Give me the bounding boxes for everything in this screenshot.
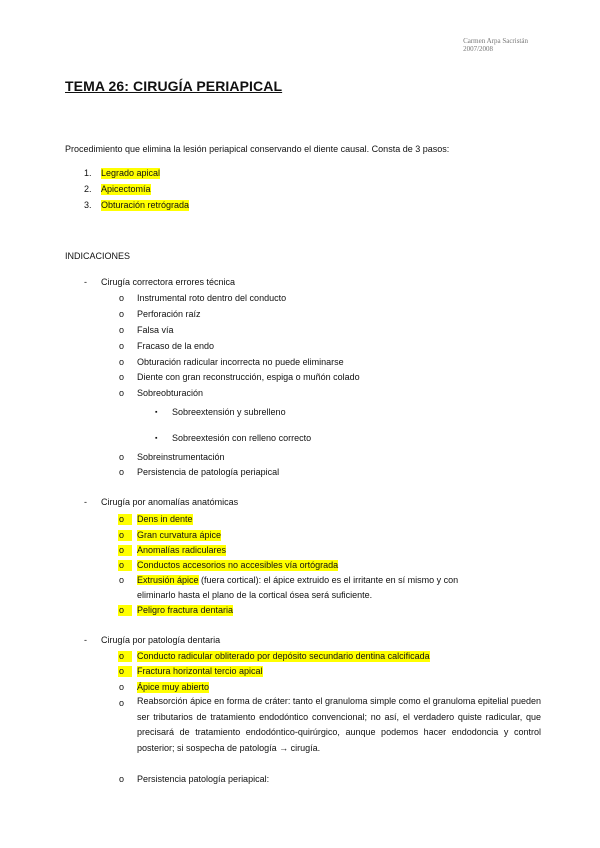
circle-bullet: o [119, 388, 125, 398]
section-heading: INDICACIONES [65, 251, 131, 261]
list-item: Anomalías radiculares [137, 545, 227, 555]
dash-bullet: - [84, 635, 87, 645]
circle-bullet: o [118, 605, 132, 616]
circle-bullet: o [119, 698, 125, 708]
section-label: Cirugía correctora errores técnica [101, 277, 236, 287]
circle-bullet: o [119, 309, 125, 319]
extrusion-continuation: eliminarlo hasta el plano de la cortical ósea será suficiente. [137, 590, 373, 600]
section-label: Cirugía por patología dentaria [101, 635, 221, 645]
circle-bullet: o [119, 357, 125, 367]
author-name: Carmen Arpa Sacristán [463, 37, 528, 45]
list-item: Gran curvatura ápice [137, 530, 222, 540]
circle-bullet: o [119, 467, 125, 477]
page-title: TEMA 26: CIRUGÍA PERIAPICAL [65, 78, 283, 94]
list-item: Persistencia de patología periapical [137, 467, 280, 477]
list-item: Sobreinstrumentación [137, 452, 225, 462]
highlighted-term: Extrusión ápice [137, 575, 199, 585]
list-item: Falsa vía [137, 325, 174, 335]
extrusion-text: (fuera cortical): el ápice extruido es el irritante en sí mismo y con [198, 575, 459, 585]
circle-bullet: o [119, 341, 125, 351]
list-item: Fractura horizontal tercio apical [137, 666, 263, 676]
list-item: Fracaso de la endo [137, 341, 215, 351]
circle-bullet: o [119, 452, 125, 462]
circle-bullet: o [119, 575, 125, 585]
list-item: Peligro fractura dentaria [137, 605, 234, 615]
circle-bullet: o [118, 545, 132, 556]
step-number: 2. [84, 184, 92, 194]
circle-bullet: o [118, 514, 132, 525]
circle-bullet: o [118, 666, 132, 677]
circle-bullet: o [118, 530, 132, 541]
circle-bullet: o [119, 774, 125, 784]
list-item: Conductos accesorios no accesibles vía ortógrada [137, 560, 339, 570]
list-item: Perforación raíz [137, 309, 201, 319]
step-item: Obturación retrógrada [101, 200, 190, 210]
intro-text: Procedimiento que elimina la lesión periapical conservando el diente causal. Consta de 3 pasos: [65, 144, 450, 154]
list-item: Obturación radicular incorrecta no puede eliminarse [137, 357, 344, 367]
circle-bullet: o [119, 325, 125, 335]
author-year: 2007/2008 [463, 45, 494, 53]
section-label: Cirugía por anomalías anatómicas [101, 497, 239, 507]
sub-item: Sobreextesión con relleno correcto [172, 433, 312, 443]
list-item: Sobreobturación [137, 388, 204, 398]
square-bullet: ▪ [155, 435, 158, 442]
circle-bullet: o [118, 651, 132, 662]
list-item: Ápice muy abierto [137, 682, 210, 692]
step-number: 1. [84, 168, 92, 178]
step-item: Apicectomía [101, 184, 151, 194]
circle-bullet: o [118, 560, 132, 571]
list-item-extrusion [137, 575, 458, 586]
step-item: Legrado apical [101, 168, 161, 178]
author-header [463, 37, 528, 53]
list-item: Persistencia patología periapical: [137, 774, 270, 784]
circle-bullet: o [119, 293, 125, 303]
step-number: 3. [84, 200, 92, 210]
reabsorcion-paragraph: Reabsorción ápice en forma de cráter: tanto el granuloma simple como el granuloma epitelial pueden ser tributarios de tratamiento endodóntico convencional; no así, el verdadero quiste radicular, que precisará de tratamiento endodóntico-quirúrgico, aunque podemos hacer endodoncia y control posterior; si sospecha de patología → cirugía. [137, 696, 541, 753]
list-item: Dens in dente [137, 514, 193, 524]
dash-bullet: - [84, 497, 87, 507]
dash-bullet: - [84, 277, 87, 287]
sub-item: Sobreextensión y subrelleno [172, 407, 286, 417]
circle-bullet: o [119, 682, 125, 692]
list-item: Instrumental roto dentro del conducto [137, 293, 287, 303]
list-item: Conducto radicular obliterado por depósito secundario dentina calcificada [137, 651, 430, 661]
square-bullet: ▪ [155, 409, 158, 416]
list-item: Diente con gran reconstrucción, espiga o muñón colado [137, 372, 360, 382]
circle-bullet: o [119, 372, 125, 382]
